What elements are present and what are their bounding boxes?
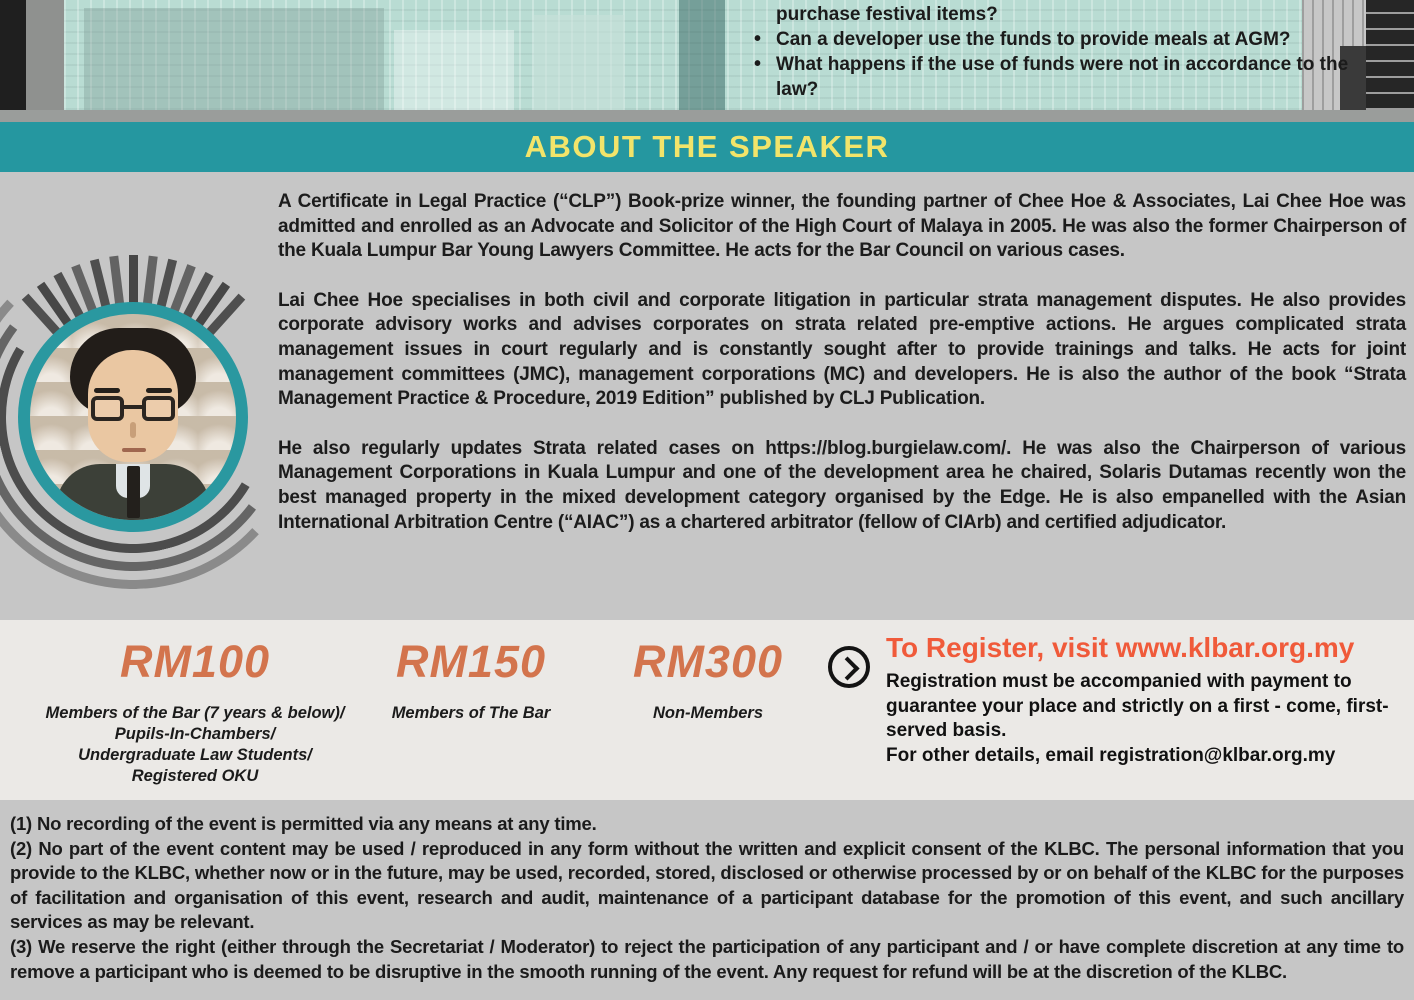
price-value: RM100 xyxy=(119,636,271,687)
question-item: • Can a developer use the funds to provide meals at AGM? xyxy=(748,27,1360,52)
building-block xyxy=(84,8,384,110)
audience-line: Members of The Bar xyxy=(391,704,551,722)
portrait-glasses-bridge xyxy=(123,405,143,409)
audience-line: Registered OKU xyxy=(131,767,259,785)
portrait-eyebrow xyxy=(146,388,172,393)
audience-line: Undergraduate Law Students/ xyxy=(78,746,312,764)
register-block xyxy=(828,630,1398,768)
banner-bottom-strip xyxy=(0,110,1414,122)
audience-line: Members of the Bar (7 years & below)/ xyxy=(45,704,345,722)
bio-paragraph: A Certificate in Legal Practice (“CLP”) Book-prize winner, the founding partner of Chee Hoe & Associates, Lai Chee Hoe was admitted and enrolled as an Advocate and Solicitor of the High Court of Malaya in 2005. He was also the former Chairperson of the Kuala Lumpur Bar Young Lawyers Committee. He acts for the Bar Council on various cases. xyxy=(278,191,1406,262)
question-item: purchase festival items? xyxy=(776,4,998,25)
register-text xyxy=(886,632,1398,768)
portrait-glasses xyxy=(91,396,124,421)
terms-section xyxy=(0,800,1414,1000)
building-edge-gray xyxy=(26,0,64,110)
register-email-line: For other details, email registration@klbar.org.my xyxy=(886,744,1336,766)
portrait-nose xyxy=(130,422,136,438)
section-title: ABOUT THE SPEAKER xyxy=(524,129,890,164)
speaker-bio-text xyxy=(278,190,1406,560)
portrait-eyebrow xyxy=(94,388,120,393)
building-block xyxy=(679,0,725,110)
building-block xyxy=(534,15,624,110)
price-tier-members xyxy=(362,636,580,724)
bio-paragraph: He also regularly updates Strata related cases on https://blog.burgielaw.com/. He was also the Chairperson of various Management Corporations in Kuala Lumpur and one of the development area he chaired, Solaris Dutamas recently won the best managed property in the mixed development category organised by the Edge. He is also empanelled with the Asian International Arbitration Centre (“AIAC”) as a chartered arbitrator (fellow of CIArb) and certified adjudicator. xyxy=(278,437,1406,533)
price-audience xyxy=(30,703,360,787)
audience-line: Non-Members xyxy=(652,704,763,722)
arrow-right-circle-icon xyxy=(828,646,870,688)
building-block xyxy=(394,30,514,110)
bio-paragraph: Lai Chee Hoe specialises in both civil and corporate litigation in particular strata management disputes. He also provides corporate advisory works and advises corporates on strata related pre-emptive actions. He argues complicated strata management issues in court regularly and is constantly sought after to provide trainings and talks. He acts for joint management committees (JMC), management corporations (MC) and developers. He is also the author of the book “Strata Management Practice & Procedure, 2019 Edition” published by CLJ Publication. xyxy=(278,289,1406,410)
term-item: (1) No recording of the event is permitted via any means at any time. xyxy=(10,813,597,834)
price-tier-non-members xyxy=(602,636,814,724)
audience-line: Pupils-In-Chambers/ xyxy=(114,725,276,743)
portrait-glasses xyxy=(142,396,175,421)
price-value: RM300 xyxy=(632,636,784,687)
building-silhouette-left xyxy=(0,0,26,110)
speaker-photo-decoration xyxy=(0,172,272,620)
portrait-mouth xyxy=(122,448,146,452)
speaker-bio-section xyxy=(0,172,1414,620)
top-banner xyxy=(0,0,1414,122)
price-tier-members-junior xyxy=(30,636,360,787)
price-audience xyxy=(602,703,814,724)
building-block xyxy=(1366,0,1414,110)
speaker-portrait xyxy=(18,302,248,532)
term-item: (2) No part of the event content may be used / reproduced in any form without the written and explicit consent of the KLBC. The personal information that you provide to the KLBC, whether now or in the future, may be used, recorded, stored, disclosed or otherwise processed by or on behalf of the KLBC for the purposes of facilitation and organisation of this event, research and audit, maintenance of a participant database for the promotion of this event, and such ancillary services as may be relevant. xyxy=(10,837,1404,933)
pricing-section xyxy=(0,620,1414,800)
portrait-tie xyxy=(127,466,140,518)
question-item: • What happens if the use of funds were not in accordance to the law? xyxy=(748,52,1360,102)
price-audience xyxy=(362,703,580,724)
register-note: Registration must be accompanied with payment to guarantee your place and strictly on a first - come, first- served basis. xyxy=(886,671,1389,741)
register-heading: To Register, visit www.klbar.org.my xyxy=(886,632,1355,663)
price-value: RM150 xyxy=(395,636,547,687)
section-header-band xyxy=(0,122,1414,172)
questions-list xyxy=(748,0,1360,102)
term-item: (3) We reserve the right (either through the Secretariat / Moderator) to reject the participation of any participant and / or have complete discretion at any time to remove a participant who is deemed to be disruptive in the smooth running of the event. Any request for refund will be at the discretion of the KLBC. xyxy=(10,935,1404,982)
